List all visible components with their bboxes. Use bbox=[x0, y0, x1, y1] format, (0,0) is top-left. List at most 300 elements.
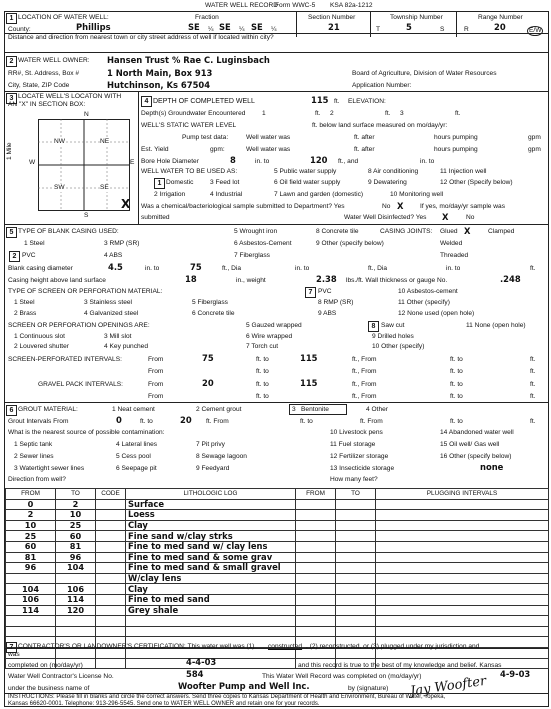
log-to: 10 bbox=[56, 510, 96, 521]
plug-from bbox=[296, 594, 336, 605]
casing-9: 9 Other (specify below) bbox=[316, 240, 384, 247]
log-from: 96 bbox=[6, 563, 56, 574]
chem-submitted: submitted bbox=[141, 214, 170, 221]
quadrant-nw: NW bbox=[54, 138, 65, 145]
openings-label: SCREEN OR PERFORATION OPENINGS ARE: bbox=[8, 322, 150, 329]
log-description: Fine to med sand & small gravel bbox=[126, 563, 296, 574]
threaded-label: Threaded bbox=[440, 252, 469, 259]
casing-type-label: TYPE OF BLANK CASING USED: bbox=[18, 228, 119, 235]
glued-x: X bbox=[464, 226, 471, 236]
log-header-plugging: PLUGGING INTERVALS bbox=[376, 489, 549, 500]
record-completed-value: 4-9-03 bbox=[500, 669, 531, 679]
log-header-to-2: TO bbox=[336, 489, 376, 500]
gp-ft-to-2b: ft. to bbox=[450, 393, 463, 400]
mile-label: 1 Mile bbox=[6, 142, 13, 160]
gw-ft-1: ft. bbox=[315, 110, 321, 117]
casing-weight-label: in., weight bbox=[236, 277, 266, 284]
business-value: Woofter Pump and Well Inc. bbox=[178, 681, 310, 691]
bore-label: Bore Hole Diameter bbox=[141, 158, 199, 165]
casing-height-label: Casing height above land surface bbox=[8, 277, 106, 284]
grout-intervals-label: Grout Intervals From bbox=[8, 418, 69, 425]
fraction-2: SE bbox=[219, 22, 231, 32]
hours-pumping-2: hours pumping bbox=[434, 146, 478, 153]
glued-label: Glued bbox=[440, 228, 458, 235]
completed-value: 4-4-03 bbox=[186, 657, 217, 667]
depth-value: 115 bbox=[311, 95, 329, 105]
log-from: 0 bbox=[6, 499, 56, 510]
plug-interval bbox=[376, 510, 549, 521]
plug-interval bbox=[376, 584, 549, 595]
was-label: was bbox=[8, 651, 20, 658]
table-row bbox=[6, 626, 549, 637]
screen-4: 4 Galvanized steel bbox=[84, 310, 139, 317]
log-code bbox=[96, 626, 126, 637]
log-description: Surface bbox=[126, 499, 296, 510]
log-to: 25 bbox=[56, 520, 96, 531]
log-code bbox=[96, 499, 126, 510]
spi-ft-to-b: ft. to bbox=[256, 368, 269, 375]
casing-joints-label: CASING JOINTS: bbox=[380, 228, 433, 235]
contam-4: 4 Lateral lines bbox=[116, 441, 158, 448]
grout-2: 2 Cement grout bbox=[196, 406, 242, 413]
plug-interval bbox=[376, 594, 549, 605]
log-to: 120 bbox=[56, 605, 96, 616]
use-4: 4 Industrial bbox=[210, 191, 243, 198]
grout-1: 1 Neat cement bbox=[112, 406, 155, 413]
section-number-label: Section Number bbox=[308, 14, 356, 21]
use-5: 5 Public water supply bbox=[274, 168, 337, 175]
plug-interval bbox=[376, 499, 549, 510]
well-water-was-1: Well water was bbox=[246, 134, 291, 141]
quadrant-se: SE bbox=[100, 184, 109, 191]
plug-to bbox=[336, 584, 376, 595]
lithologic-log-table bbox=[5, 488, 549, 669]
use-7: 7 Lawn and garden (domestic) bbox=[274, 191, 364, 198]
gp-from-label: From bbox=[148, 381, 164, 388]
true-statement: and this record is true to the best of my knowledge and belief. Kansas bbox=[298, 662, 502, 669]
grout-from-value: 0 bbox=[116, 415, 122, 425]
spi-to-value: 115 bbox=[300, 353, 318, 363]
screen-6: 6 Concrete tile bbox=[192, 310, 235, 317]
spi-ft-from: ft., From bbox=[352, 356, 377, 363]
use-12: 12 Other (Specify below) bbox=[440, 179, 513, 186]
bore-value: 8 bbox=[230, 155, 236, 165]
chem-question: Was a chemical/bacteriological sample submitted to Department? Yes bbox=[141, 203, 345, 210]
log-header-to: TO bbox=[56, 489, 96, 500]
log-from: 10 bbox=[6, 520, 56, 531]
use-2: 2 Irrigation bbox=[154, 191, 186, 198]
gp-from-label-2: From bbox=[148, 393, 164, 400]
log-header-from-2: FROM bbox=[296, 489, 336, 500]
quarter-2: ¼ bbox=[239, 26, 245, 33]
opening-1: 1 Continuous slot bbox=[14, 333, 65, 340]
plug-from bbox=[296, 552, 336, 563]
casing-2-circled: 2 bbox=[9, 251, 20, 262]
log-code bbox=[96, 510, 126, 521]
opening-4: 4 Key punched bbox=[104, 343, 148, 350]
owner-label: WATER WELL OWNER: bbox=[18, 57, 90, 64]
log-from: 104 bbox=[6, 584, 56, 595]
screen-8: 8 RMP (SR) bbox=[318, 299, 354, 306]
west-label: W bbox=[29, 159, 36, 166]
opening-3: 3 Mill slot bbox=[104, 333, 132, 340]
grout-ft: ft. bbox=[530, 418, 536, 425]
casing-2-pvc: PVC bbox=[22, 252, 36, 259]
table-row bbox=[6, 541, 549, 552]
opening-10: 10 Other (specify) bbox=[372, 343, 425, 350]
use-3: 3 Feed lot bbox=[210, 179, 240, 186]
plug-interval bbox=[376, 626, 549, 637]
plug-to bbox=[336, 616, 376, 627]
use-1-circled: 1 bbox=[154, 178, 165, 189]
gw-ft-3: ft. bbox=[455, 110, 461, 117]
signature-label: by (signature) bbox=[348, 685, 389, 692]
township-s: S bbox=[440, 26, 445, 33]
log-description bbox=[126, 616, 296, 627]
east-label: E bbox=[130, 159, 135, 166]
spi-from-label-2: From bbox=[148, 368, 164, 375]
gp-ft-from-b: ft., From bbox=[352, 393, 377, 400]
spi-from-label: From bbox=[148, 356, 164, 363]
location-x-mark: X bbox=[121, 197, 131, 211]
grout-ft-to-3: ft. to bbox=[450, 418, 463, 425]
bcd-in-to: in. to bbox=[145, 265, 160, 272]
log-to: 81 bbox=[56, 541, 96, 552]
chem-no-x: X bbox=[397, 201, 404, 211]
contam-10: 10 Livestock pens bbox=[330, 429, 383, 436]
plug-from bbox=[296, 584, 336, 595]
screen-2: 2 Brass bbox=[14, 310, 37, 317]
section-3-number: 3 bbox=[6, 93, 17, 104]
range-value: 20 bbox=[494, 22, 506, 32]
opening-2: 2 Louvered shutter bbox=[14, 343, 69, 350]
disinfected-question: Water Well Disinfected? Yes bbox=[344, 214, 427, 221]
bcd-to-value: 75 bbox=[190, 262, 202, 272]
log-code bbox=[96, 531, 126, 542]
opening-8-circled: 8 bbox=[368, 321, 379, 332]
fraction-3: SE bbox=[251, 22, 263, 32]
range-label: Range Number bbox=[478, 14, 523, 21]
casing-1: 1 Steel bbox=[24, 240, 45, 247]
chem-no: No bbox=[382, 203, 391, 210]
owner-value: Hansen Trust % Rae C. Luginsbach bbox=[107, 55, 270, 65]
static-level-tail: ft. below land surface measured on mo/day/yr: bbox=[312, 122, 448, 129]
section-4-number: 4 bbox=[141, 96, 152, 107]
plug-from bbox=[296, 510, 336, 521]
log-from bbox=[6, 616, 56, 627]
plug-to bbox=[336, 541, 376, 552]
use-9: 9 Dewatering bbox=[368, 179, 407, 186]
form-number: Form WWC-5 bbox=[275, 2, 316, 9]
county-value: Phillips bbox=[76, 22, 111, 32]
opening-8: Saw cut bbox=[381, 322, 405, 329]
contam-12: 12 Fertilizer storage bbox=[330, 453, 389, 460]
use-6: 6 Oil field water supply bbox=[274, 179, 341, 186]
range-r: R bbox=[464, 26, 469, 33]
groundwater-label: Depth(s) Groundwater Encountered bbox=[141, 110, 246, 117]
well-water-was-2: Well water was bbox=[246, 146, 291, 153]
ksa-ref: KSA 82a-1212 bbox=[330, 2, 373, 9]
grout-to-value: 20 bbox=[180, 415, 192, 425]
city-label: City, State, ZIP Code bbox=[8, 82, 70, 89]
plug-to bbox=[336, 626, 376, 637]
plug-to bbox=[336, 594, 376, 605]
section-5-number: 5 bbox=[6, 227, 17, 238]
section-6-number: 6 bbox=[6, 405, 17, 416]
log-code bbox=[96, 616, 126, 627]
log-from bbox=[6, 626, 56, 637]
disinfected-no: No bbox=[466, 214, 475, 221]
contam-8: 8 Sewage lagoon bbox=[196, 453, 247, 460]
table-row bbox=[6, 552, 549, 563]
direction-label: Direction from well? bbox=[8, 476, 66, 483]
completed-label: completed on (mo/day/yr) bbox=[8, 662, 83, 669]
record-completed-label: This Water Well Record was completed on (mo/day/yr) bbox=[262, 673, 422, 680]
depth-ft: ft. bbox=[334, 98, 340, 105]
bcd-ft-dia: ft., Dia bbox=[222, 265, 242, 272]
plug-to bbox=[336, 531, 376, 542]
log-description: Fine to med sand & some grav bbox=[126, 552, 296, 563]
section-2-number: 2 bbox=[6, 56, 17, 67]
fraction-label: Fraction bbox=[195, 14, 219, 21]
spi-label: SCREEN-PERFORATED INTERVALS: bbox=[8, 356, 122, 363]
gp-to-value: 115 bbox=[300, 378, 318, 388]
screen-3: 3 Stainless steel bbox=[84, 299, 133, 306]
yield-gpm: gpm: bbox=[210, 146, 225, 153]
screen-type-label: TYPE OF SCREEN OR PERFORATION MATERIAL: bbox=[8, 288, 163, 295]
log-description: Fine to med sand w/ clay lens bbox=[126, 541, 296, 552]
casing-5: 5 Wrought iron bbox=[234, 228, 278, 235]
spi-ft-2: ft. bbox=[530, 356, 536, 363]
log-description: Clay bbox=[126, 584, 296, 595]
table-row bbox=[6, 563, 549, 574]
log-to: 2 bbox=[56, 499, 96, 510]
table-row bbox=[6, 616, 549, 627]
contam-14: 14 Abandoned water well bbox=[440, 429, 514, 436]
contam-13: 13 Insecticide storage bbox=[330, 465, 395, 472]
distance-question: Distance and direction from nearest town or city street address of well if located within city? bbox=[8, 34, 274, 41]
use-11: 11 Injection well bbox=[440, 168, 487, 175]
plug-to bbox=[336, 552, 376, 563]
spi-ft-to-2b: ft. to bbox=[450, 368, 463, 375]
locate-heading-1: LOCATE WELL'S LOCATON WITH bbox=[18, 93, 122, 100]
grout-3-num: 3 bbox=[292, 406, 296, 413]
section-number-value: 21 bbox=[328, 22, 340, 32]
log-to bbox=[56, 626, 96, 637]
plug-to bbox=[336, 563, 376, 574]
gp-ft-2b: ft. bbox=[530, 393, 536, 400]
fraction-1: SE bbox=[188, 22, 200, 32]
plug-from bbox=[296, 563, 336, 574]
log-code bbox=[96, 584, 126, 595]
plug-interval bbox=[376, 552, 549, 563]
blank-diameter-value: 4.5 bbox=[108, 262, 123, 272]
grout-4: 4 Other bbox=[366, 406, 388, 413]
plug-to bbox=[336, 499, 376, 510]
locate-heading-2: AN "X" IN SECTION BOX: bbox=[8, 101, 86, 108]
screen-12: 12 None used (open hole) bbox=[398, 310, 475, 317]
table-row bbox=[6, 584, 549, 595]
how-many-feet-label: How many feet? bbox=[330, 476, 378, 483]
city-value: Hutchinson, Ks 67504 bbox=[107, 80, 211, 90]
opening-6: 6 Wire wrapped bbox=[246, 333, 293, 340]
screen-11: 11 Other (specify) bbox=[398, 299, 450, 306]
contractor-signature: Jay Woofter bbox=[409, 673, 488, 700]
plug-interval bbox=[376, 563, 549, 574]
form-title: WATER WELL RECORD bbox=[205, 2, 279, 9]
bore-ft-and: ft., and bbox=[338, 158, 359, 165]
log-code bbox=[96, 541, 126, 552]
log-code bbox=[96, 605, 126, 616]
business-label: under the business name of bbox=[8, 685, 90, 692]
log-description: Clay bbox=[126, 520, 296, 531]
certification-text-2: , (2) reconstructed, or (3) plugged under my jurisdiction and bbox=[306, 643, 480, 650]
log-description: Fine sand w/clay strks bbox=[126, 531, 296, 542]
township-label: Township Number bbox=[390, 14, 443, 21]
location-heading: LOCATION OF WATER WELL: bbox=[18, 14, 109, 21]
contam-11: 11 Fuel storage bbox=[330, 441, 376, 448]
log-description: Fine to med sand bbox=[126, 594, 296, 605]
plug-interval bbox=[376, 605, 549, 616]
casing-3: 3 RMP (SR) bbox=[104, 240, 140, 247]
contam-15: 15 Oil well/ Gas well bbox=[440, 441, 500, 448]
contam-2: 2 Sewer lines bbox=[14, 453, 54, 460]
plug-from bbox=[296, 626, 336, 637]
chem-ifyes: If yes, mo/day/yr sample was bbox=[420, 203, 506, 210]
section-7-number: 7 bbox=[6, 642, 17, 653]
casing-7: 7 Fiberglass bbox=[234, 252, 270, 259]
opening-9: 9 Drilled holes bbox=[372, 333, 414, 340]
contam-16-value: none bbox=[480, 462, 504, 472]
bcd-in-to-2: in. to bbox=[295, 265, 310, 272]
contam-6: 6 Seepage pit bbox=[116, 465, 157, 472]
plug-from bbox=[296, 573, 336, 584]
table-row bbox=[6, 520, 549, 531]
casing-height-value: 18 bbox=[185, 274, 197, 284]
ft-after-2: ft. after bbox=[354, 146, 375, 153]
bcd-ft-dia-2: ft., Dia bbox=[368, 265, 388, 272]
screen-9: 9 ABS bbox=[318, 310, 337, 317]
address-label: RR#, St. Address, Box # bbox=[8, 70, 80, 77]
plug-to bbox=[336, 573, 376, 584]
bcd-ft-3: ft. bbox=[530, 265, 536, 272]
plug-interval bbox=[376, 520, 549, 531]
section-grid bbox=[38, 119, 130, 211]
contam-9: 9 Feedyard bbox=[196, 465, 230, 472]
grout-material-label: GROUT MATERIAL: bbox=[18, 406, 78, 413]
table-row bbox=[6, 594, 549, 605]
table-row bbox=[6, 499, 549, 510]
log-code bbox=[96, 520, 126, 531]
county-label: County: bbox=[8, 26, 31, 33]
log-to: 106 bbox=[56, 584, 96, 595]
log-from bbox=[6, 573, 56, 584]
log-header-row bbox=[6, 489, 549, 500]
plug-interval bbox=[376, 616, 549, 627]
use-1: Domestic bbox=[166, 179, 194, 186]
license-value: 584 bbox=[186, 669, 204, 679]
plug-from bbox=[296, 605, 336, 616]
plug-from bbox=[296, 499, 336, 510]
table-row bbox=[6, 605, 549, 616]
bore-in-to: in. to bbox=[255, 158, 270, 165]
spi-ft-2b: ft. bbox=[530, 368, 536, 375]
township-t: T bbox=[376, 26, 381, 33]
contamination-question: What is the nearest source of possible contamination: bbox=[8, 429, 165, 436]
board-text: Board of Agriculture, Division of Water Resources bbox=[352, 70, 497, 77]
section-1-number: 1 bbox=[6, 13, 17, 24]
gp-ft-2: ft. bbox=[530, 381, 536, 388]
log-code bbox=[96, 658, 126, 669]
address-value: 1 North Main, Box 913 bbox=[107, 68, 213, 78]
quarter-3: ¼ bbox=[271, 26, 277, 33]
range-ew: E/W bbox=[529, 27, 542, 34]
log-to: 96 bbox=[56, 552, 96, 563]
log-code bbox=[96, 594, 126, 605]
contam-3: 3 Watertight sewer lines bbox=[14, 465, 85, 472]
log-description bbox=[126, 626, 296, 637]
table-row bbox=[6, 510, 549, 521]
gp-ft-to: ft. to bbox=[256, 381, 269, 388]
log-from: 60 bbox=[6, 541, 56, 552]
plug-from bbox=[296, 531, 336, 542]
log-to bbox=[56, 616, 96, 627]
contam-1: 1 Septic tank bbox=[14, 441, 53, 448]
log-from: 25 bbox=[6, 531, 56, 542]
wall-thickness-label: lbs./ft. Wall thickness or gauge No. bbox=[346, 277, 448, 284]
bore-in-to-2: in. to bbox=[420, 158, 435, 165]
log-to bbox=[56, 573, 96, 584]
gpm-2: gpm bbox=[528, 146, 541, 153]
table-row bbox=[6, 573, 549, 584]
quarter-1: ¼ bbox=[208, 26, 214, 33]
spi-ft-to: ft. to bbox=[256, 356, 269, 363]
screen-1: 1 Steel bbox=[14, 299, 35, 306]
gp-ft-from: ft., From bbox=[352, 381, 377, 388]
log-from: 114 bbox=[6, 605, 56, 616]
contam-7: 7 Pit privy bbox=[196, 441, 225, 448]
township-value: 5 bbox=[406, 22, 412, 32]
disinfected-yes-x: X bbox=[442, 212, 449, 222]
casing-6: 6 Asbestos-Cement bbox=[234, 240, 292, 247]
log-header-code: CODE bbox=[96, 489, 126, 500]
spi-ft-from-b: ft., From bbox=[352, 368, 377, 375]
gpm-1: gpm bbox=[528, 134, 541, 141]
casing-weight-value: 2.38 bbox=[316, 274, 337, 284]
depth-label: DEPTH OF COMPLETED WELL bbox=[153, 98, 255, 105]
use-8: 8 Air conditioning bbox=[368, 168, 419, 175]
spi-from-value: 75 bbox=[202, 353, 214, 363]
bore-to-value: 120 bbox=[310, 155, 328, 165]
quadrant-sw: SW bbox=[54, 184, 65, 191]
log-description: Grey shale bbox=[126, 605, 296, 616]
log-code bbox=[96, 563, 126, 574]
screen-7-circled: 7 bbox=[305, 287, 316, 298]
north-label: N bbox=[84, 111, 89, 118]
opening-11: 11 None (open hole) bbox=[466, 322, 526, 329]
application-number-label: Application Number: bbox=[352, 82, 412, 89]
clamped-label: Clamped bbox=[488, 228, 515, 235]
casing-4: 4 ABS bbox=[104, 252, 123, 259]
welded-label: Welded bbox=[440, 240, 463, 247]
hours-pumping-1: hours pumping bbox=[434, 134, 478, 141]
plug-from bbox=[296, 541, 336, 552]
log-to: 104 bbox=[56, 563, 96, 574]
pump-test-label: Pump test data: bbox=[182, 134, 229, 141]
log-from: 2 bbox=[6, 510, 56, 521]
log-header-from: FROM bbox=[6, 489, 56, 500]
spi-ft-to-2: ft. to bbox=[450, 356, 463, 363]
